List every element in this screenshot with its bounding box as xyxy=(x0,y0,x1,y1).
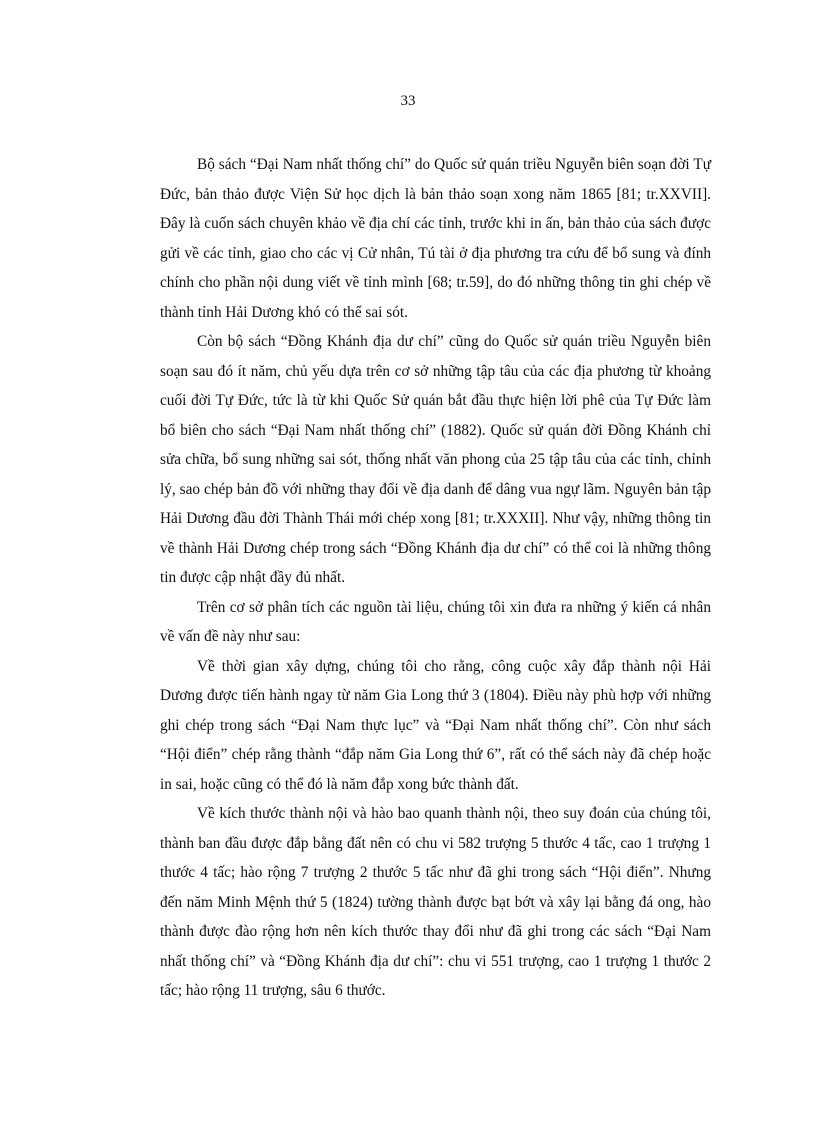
paragraph: Về thời gian xây dựng, chúng tôi cho rằng, công cuộc xây đắp thành nội Hải Dương được tiến hành ngay từ năm Gia Long thứ 3 (1804). Điều này phù hợp với những ghi chép trong sách “Đại Nam thực lục” và “Đại Nam nhất thống chí”. Còn như sách “Hội điển” chép rằng thành “đắp năm Gia Long thứ 6”, rất có thể sách này đã chép hoặc in sai, hoặc cũng có thể đó là năm đắp xong bức thành đất. xyxy=(160,657,711,793)
paragraph: Về kích thước thành nội và hào bao quanh thành nội, theo suy đoán của chúng tôi, thành ban đầu được đắp bằng đất nên có chu vi 582 trượng 5 thước 4 tấc, cao 1 trượng 1 thước 4 tấc; hào rộng 7 trượng 2 thước 5 tấc như đã ghi trong sách “Hội điển”. Nhưng đến năm Minh Mệnh thứ 5 (1824) tường thành được bạt bớt và xây lại bằng đá ong, hào thành được đào rộng hơn nên kích thước thay đổi như đã ghi trong các sách “Đại Nam nhất thống chí” và “Đồng Khánh địa dư chí”: chu vi 551 trượng, cao 1 trượng 1 thước 2 tấc; hào rộng 11 trượng, sâu 6 thước. xyxy=(160,805,711,999)
paragraph: Trên cơ sở phân tích các nguồn tài liệu, chúng tôi xin đưa ra những ý kiến cá nhân về vấn đề này như sau: xyxy=(160,598,711,645)
page-number: 33 xyxy=(400,93,416,109)
paragraph: Bộ sách “Đại Nam nhất thống chí” do Quốc sử quán triều Nguyễn biên soạn đời Tự Đức, bản thảo được Viện Sử học dịch là bản thảo soạn xong năm 1865 [81; tr.XXVII]. Đây là cuốn sách chuyên khảo về địa chí các tỉnh, trước khi in ấn, bản thảo của sách được gửi về các tỉnh, giao cho các vị Cử nhân, Tú tài ở địa phương tra cứu để bổ sung và đính chính cho phần nội dung viết về tỉnh mình [68; tr.59], do đó những thông tin ghi chép về thành tỉnh Hải Dương khó có thể sai sót. xyxy=(160,156,711,321)
body-text xyxy=(160,150,711,1006)
paragraph: Còn bộ sách “Đồng Khánh địa dư chí” cũng do Quốc sử quán triều Nguyễn biên soạn sau đó ít năm, chủ yếu dựa trên cơ sở những tập tâu của các địa phương từ khoảng cuối đời Tự Đức, tức là từ khi Quốc Sử quán bắt đầu thực hiện lời phê của Tự Đức làm bổ biên cho sách “Đại Nam nhất thống chí” (1882). Quốc sử quán đời Đồng Khánh chỉ sửa chữa, bổ sung những sai sót, thống nhất văn phong của 25 tập tâu của các tỉnh, chỉnh lý, sao chép bản đồ với những thay đổi về địa danh để dâng vua ngự lãm. Nguyên bản tập Hải Dương đầu đời Thành Thái mới chép xong [81; tr.XXXII]. Như vậy, những thông tin về thành Hải Dương chép trong sách “Đồng Khánh địa dư chí” có thể coi là những thông tin được cập nhật đầy đủ nhất. xyxy=(160,333,711,586)
